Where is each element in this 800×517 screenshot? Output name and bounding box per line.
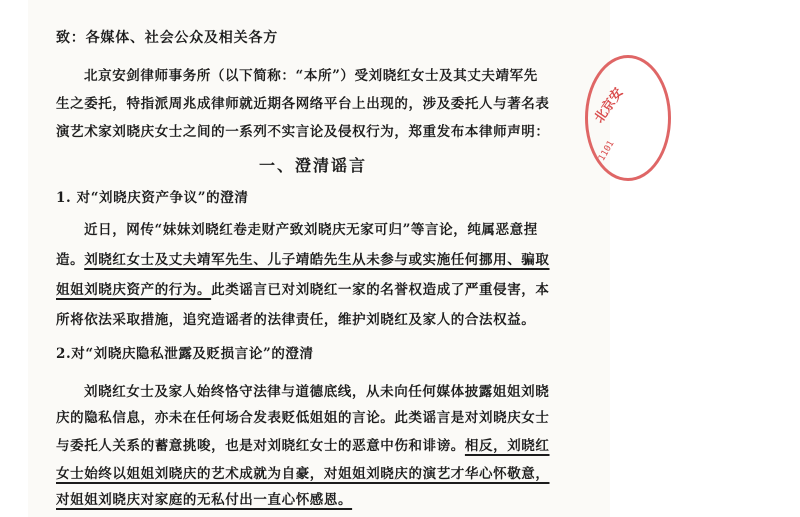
sub2-line-5 bbox=[56, 490, 352, 510]
intro-line-1: 北京安剑律师事务所（以下简称：“本所”）受刘晓红女士及其丈夫靖军先 bbox=[84, 68, 538, 84]
sub1-line-2 bbox=[56, 250, 550, 270]
sub1-line-3-underlined: 姐姐刘晓庆资产的行为。 bbox=[56, 282, 212, 298]
sub2-line-1: 刘晓红女士及家人始终恪守法律与道德底线，从未向任何媒体披露姐姐刘晓 bbox=[84, 384, 550, 400]
sub2-line-2: 庆的隐私信息，亦未在任何场合发表贬低姐姐的言论。此类谣言是对刘晓庆女士 bbox=[56, 410, 550, 426]
sub1-line-1: 近日，网传“妹妹刘晓红卷走财产致刘晓庆无家可归”等言论，纯属恶意捏 bbox=[84, 222, 538, 238]
seal-text: 北京安 bbox=[591, 85, 627, 126]
sub2-line-3-underlined: 相反，刘晓红 bbox=[464, 438, 550, 454]
section-title: 一、澄清谣言 bbox=[259, 156, 368, 175]
intro-line-2: 生之委托，特指派周兆成律师就近期各网络平台上出现的，涉及委托人与著名表 bbox=[56, 96, 550, 112]
sub1-line-3-plain: 此类谣言已对刘晓红一家的名誉权造成了严重侵害，本 bbox=[211, 282, 550, 298]
sub1-line-2-plain: 造。 bbox=[56, 252, 85, 268]
sub2-line-5-underlined: 对姐姐刘晓庆对家庭的无私付出一直心怀感恩。 bbox=[56, 492, 353, 508]
sub2-line-3-plain: 与委托人关系的蓄意挑唆，也是对刘晓红女士的恶意中伤和诽谤。 bbox=[56, 438, 465, 454]
seal-number: 1101 bbox=[597, 139, 617, 163]
document-page bbox=[28, 0, 610, 517]
sub2-title: 2.对“刘晓庆隐私泄露及贬损言论”的澄清 bbox=[56, 346, 314, 362]
sub1-title: 1. 对“刘晓庆资产争议”的澄清 bbox=[56, 190, 249, 206]
intro-line-3: 演艺术家刘晓庆女士之间的一系列不实言论及侵权行为，郑重发布本律师声明： bbox=[56, 124, 550, 140]
sub1-line-2-underlined: 刘晓红女士及丈夫靖军先生、儿子靖皓先生从未参与或实施任何挪用、骗取 bbox=[84, 252, 550, 268]
sub2-line-4 bbox=[56, 464, 550, 484]
sub2-line-4-underlined: 女士始终以姐姐刘晓庆的艺术成就为自豪，对姐姐刘晓庆的演艺才华心怀敬意， bbox=[56, 466, 550, 482]
statement-heading: 致：各媒体、社会公众及相关各方 bbox=[56, 30, 278, 46]
sub1-line-4: 所将依法采取措施，追究造谣者的法律责任，维护刘晓红及家人的合法权益。 bbox=[56, 312, 536, 328]
sub1-line-3 bbox=[56, 280, 550, 300]
sub2-line-3 bbox=[56, 436, 550, 456]
